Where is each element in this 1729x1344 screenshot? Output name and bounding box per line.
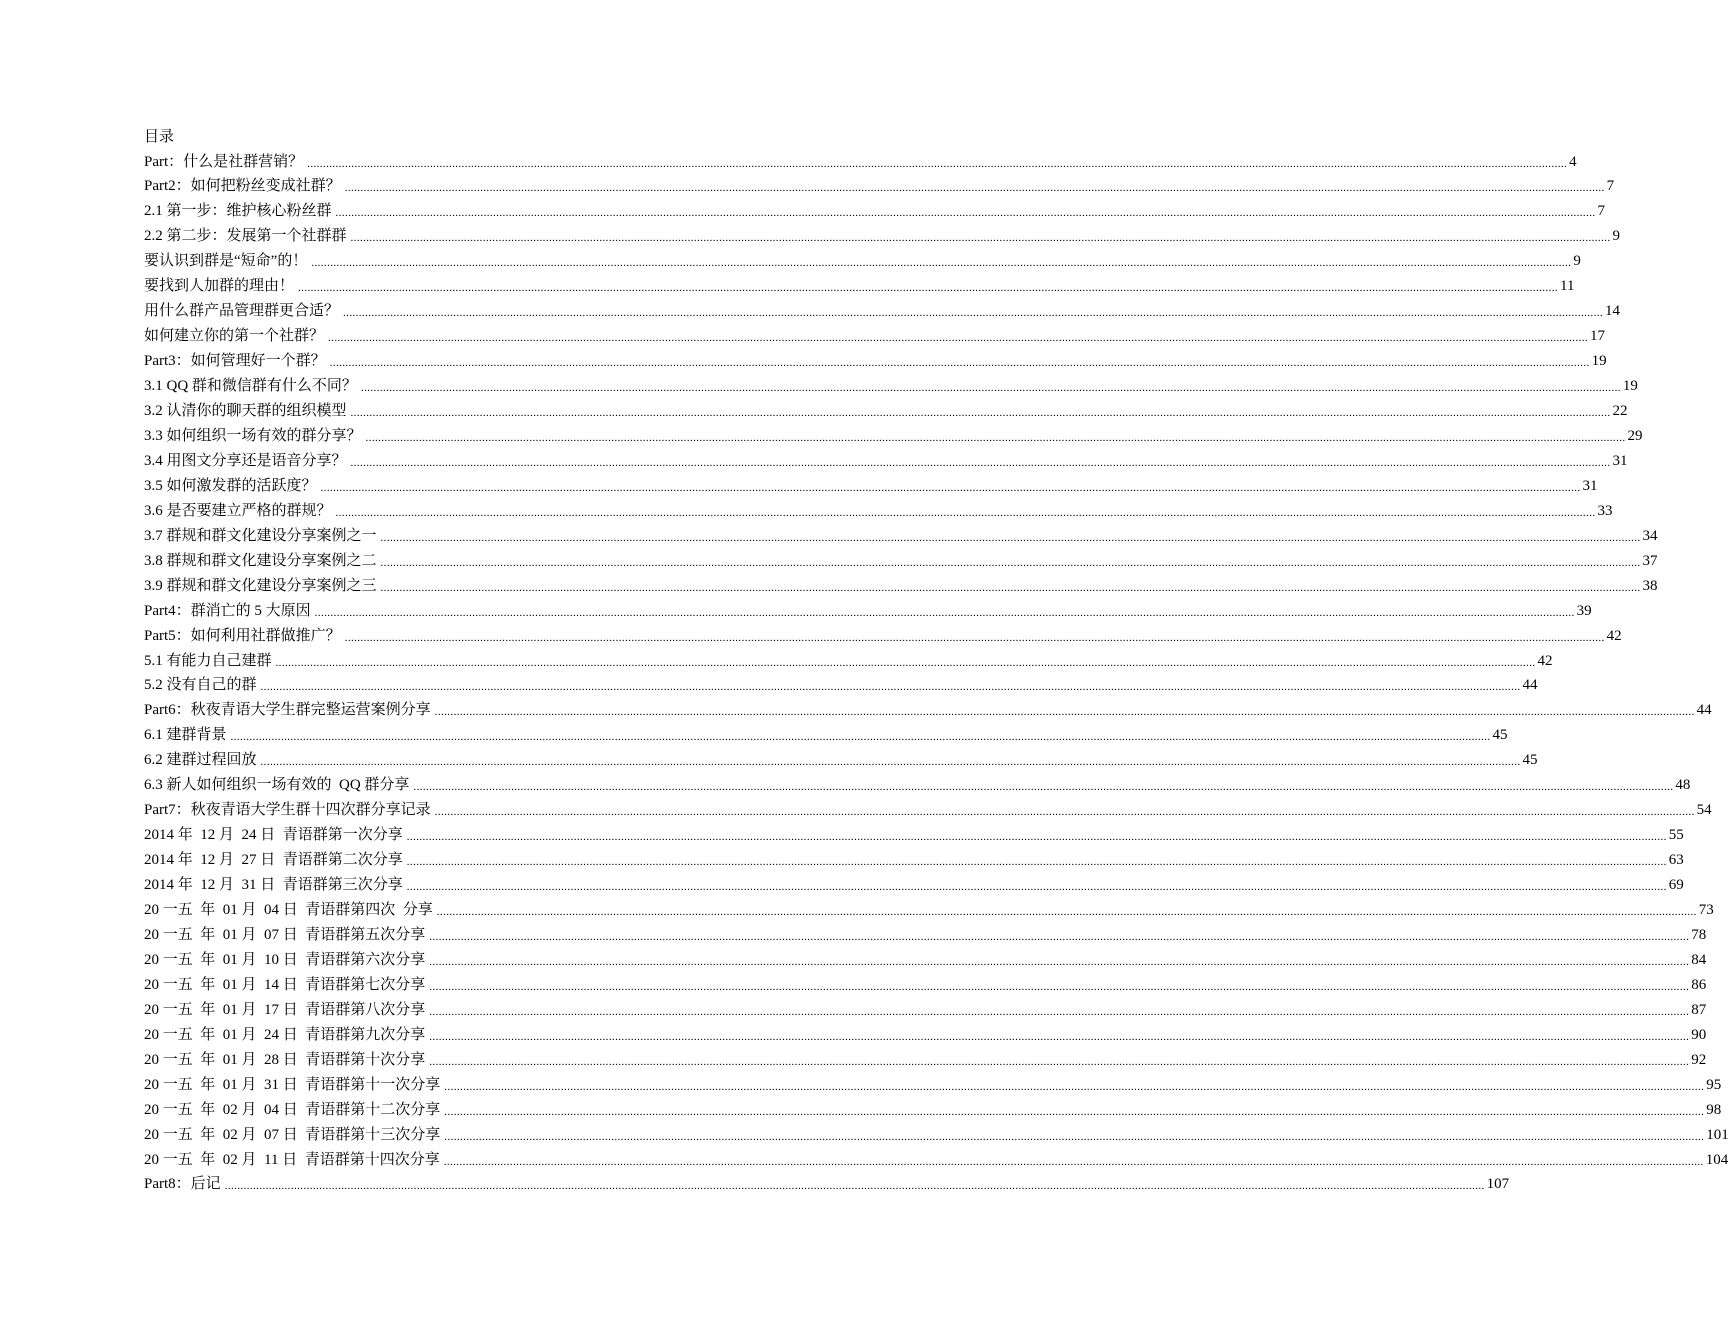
toc-entry-page-number: 9 [1573, 253, 1581, 270]
toc-entry-label: 20 一五 年 02 月 07 日 青语群第十三次分享 [144, 1126, 441, 1143]
toc-entry-label: 3.7 群规和群文化建设分享案例之一 [144, 527, 377, 544]
toc-entry[interactable] [144, 1073, 1722, 1095]
toc-dot-leader: ................................................................................................................................................................................................................................................................................................................................................................................................................ [444, 1130, 1705, 1143]
toc-entry-label: 2014 年 12 月 27 日 青语群第二次分享 [144, 852, 403, 869]
toc-entry-label: Part3：如何管理好一个群？ [144, 353, 326, 370]
toc-dot-leader: ................................................................................................................................................................................................................................................................................................................................................................................................................ [329, 357, 1590, 370]
toc-dot-leader: ................................................................................................................................................................................................................................................................................................................................................................................................................ [350, 456, 1611, 469]
toc-entry-label: 5.1 有能力自己建群 [144, 652, 272, 669]
toc-entry[interactable] [144, 698, 1712, 720]
toc-entry[interactable] [144, 399, 1628, 421]
toc-dot-leader: ................................................................................................................................................................................................................................................................................................................................................................................................................ [307, 157, 1568, 170]
toc-entry-label: Part5：如何利用社群做推广？ [144, 627, 341, 644]
toc-entry-label: 20 一五 年 01 月 14 日 青语群第七次分享 [144, 976, 426, 993]
toc-entry-page-number: 42 [1537, 652, 1553, 669]
toc-entry-label: 如何建立你的第一个社群？ [144, 328, 325, 345]
toc-entry-label: Part2：如何把粉丝变成社群？ [144, 178, 341, 195]
toc-entry[interactable] [144, 474, 1598, 496]
toc-entry-label: 2014 年 12 月 24 日 青语群第一次分享 [144, 827, 403, 844]
toc-entry-page-number: 84 [1691, 951, 1707, 968]
toc-dot-leader: ................................................................................................................................................................................................................................................................................................................................................................................................................ [260, 681, 1521, 694]
toc-entry[interactable] [144, 199, 1606, 221]
toc-dot-leader: ................................................................................................................................................................................................................................................................................................................................................................................................................ [434, 806, 1695, 819]
toc-entry-label: 3.6 是否要建立严格的群规？ [144, 502, 332, 519]
toc-entry-label: 20 一五 年 01 月 28 日 青语群第十次分享 [144, 1051, 426, 1068]
toc-entry-page-number: 44 [1696, 702, 1712, 719]
toc-entry[interactable] [144, 150, 1577, 172]
toc-dot-leader: ................................................................................................................................................................................................................................................................................................................................................................................................................ [230, 731, 1491, 744]
toc-entry-page-number: 55 [1668, 827, 1684, 844]
toc-entry-page-number: 9 [1612, 228, 1621, 245]
toc-entry-label: 要认识到群是“短命”的！ [144, 253, 308, 270]
toc-entry[interactable] [144, 748, 1538, 770]
toc-entry-label: 3.4 用图文分享还是语音分享？ [144, 452, 347, 469]
toc-entry[interactable] [144, 349, 1607, 371]
toc-entry[interactable] [144, 848, 1684, 870]
toc-entry-page-number: 31 [1582, 477, 1598, 494]
toc-dot-leader: ................................................................................................................................................................................................................................................................................................................................................................................................................ [380, 531, 1641, 544]
toc-entry-label: 用什么群产品管理群更合适？ [144, 303, 340, 320]
toc-entry[interactable] [144, 923, 1707, 945]
toc-entry[interactable] [144, 224, 1621, 246]
toc-entry-page-number: 7 [1597, 203, 1606, 220]
toc-entry-label: 20 一五 年 01 月 24 日 青语群第九次分享 [144, 1026, 426, 1043]
toc-entry[interactable] [144, 324, 1606, 346]
toc-entry-page-number: 38 [1642, 577, 1658, 594]
toc-entry-page-number: 63 [1668, 852, 1684, 869]
toc-dot-leader: ................................................................................................................................................................................................................................................................................................................................................................................................................ [406, 881, 1667, 894]
toc-entry-page-number: 7 [1606, 178, 1615, 195]
toc-entry[interactable] [144, 673, 1538, 695]
toc-dot-leader: ................................................................................................................................................................................................................................................................................................................................................................................................................ [436, 906, 1697, 918]
toc-entry-label: 3.1 QQ 群和微信群有什么不同？ [144, 378, 357, 395]
toc-dot-leader: ................................................................................................................................................................................................................................................................................................................................................................................................................ [429, 1030, 1690, 1043]
toc-dot-leader: ................................................................................................................................................................................................................................................................................................................................................................................................................ [343, 307, 1604, 320]
toc-entry[interactable] [144, 873, 1684, 895]
toc-dot-leader: ................................................................................................................................................................................................................................................................................................................................................................................................................ [406, 856, 1667, 869]
toc-entry[interactable] [144, 973, 1707, 995]
toc-entry-label: 20 一五 年 01 月 17 日 青语群第八次分享 [144, 1001, 426, 1018]
toc-entry-label: 3.5 如何激发群的活跃度？ [144, 477, 317, 494]
toc-entry-label: 6.3 新人如何组织一场有效的 QQ 群分享 [144, 777, 410, 794]
toc-entry-label: 6.2 建群过程回放 [144, 752, 257, 769]
toc-dot-leader: ................................................................................................................................................................................................................................................................................................................................................................................................................ [344, 631, 1605, 644]
toc-entry-page-number: 101 [1706, 1126, 1729, 1143]
toc-entry-label: 20 一五 年 01 月 10 日 青语群第六次分享 [144, 951, 426, 968]
toc-entry-page-number: 22 [1612, 403, 1628, 419]
toc-dot-leader: ................................................................................................................................................................................................................................................................................................................................................................................................................ [328, 332, 1589, 345]
toc-entry-page-number: 11 [1560, 278, 1575, 295]
toc-entry-label: 3.3 如何组织一场有效的群分享？ [144, 427, 362, 444]
toc-entry-page-number: 98 [1706, 1101, 1722, 1118]
toc-entry-page-number: 78 [1691, 926, 1707, 943]
toc-entry-page-number: 86 [1691, 976, 1707, 993]
toc-dot-leader: ................................................................................................................................................................................................................................................................................................................................................................................................................ [335, 207, 1596, 220]
toc-entry[interactable] [144, 524, 1658, 546]
toc-entry-page-number: 45 [1522, 752, 1538, 769]
toc-entry-page-number: 92 [1691, 1051, 1707, 1068]
toc-entry-page-number: 31 [1612, 452, 1628, 469]
toc-entry-page-number: 54 [1696, 802, 1712, 819]
toc-entry-page-number: 107 [1486, 1176, 1510, 1193]
toc-entry-label: Part8：后记 [144, 1176, 221, 1193]
toc-entry-label: 20 一五 年 01 月 04 日 青语群第四次 分享 [144, 902, 433, 918]
toc-entry-label: 3.9 群规和群文化建设分享案例之三 [144, 577, 377, 594]
toc-entry-label: 20 一五 年 02 月 11 日 青语群第十四次分享 [144, 1151, 440, 1168]
toc-dot-leader: ................................................................................................................................................................................................................................................................................................................................................................................................................ [311, 257, 1572, 270]
toc-entry-page-number: 17 [1590, 328, 1606, 345]
toc-entry[interactable] [144, 374, 1638, 396]
toc-dot-leader: ................................................................................................................................................................................................................................................................................................................................................................................................................ [406, 831, 1667, 844]
toc-entry[interactable] [144, 274, 1575, 296]
toc-dot-leader: ................................................................................................................................................................................................................................................................................................................................................................................................................ [380, 556, 1641, 569]
toc-dot-leader: ................................................................................................................................................................................................................................................................................................................................................................................................................ [429, 955, 1690, 968]
toc-dot-leader: ................................................................................................................................................................................................................................................................................................................................................................................................................ [429, 1055, 1690, 1068]
toc-entry-page-number: 39 [1576, 602, 1592, 619]
toc-entry-page-number: 48 [1675, 777, 1691, 794]
toc-entry-page-number: 19 [1622, 378, 1638, 395]
toc-entry[interactable] [144, 1123, 1729, 1145]
toc-entry[interactable] [144, 823, 1684, 845]
toc-entry-label: Part：什么是社群营销？ [144, 153, 304, 170]
toc-entry-page-number: 73 [1698, 902, 1714, 918]
toc-entry-label: 20 一五 年 01 月 07 日 青语群第五次分享 [144, 926, 426, 943]
toc-entry-page-number: 4 [1569, 153, 1577, 170]
toc-dot-leader: ................................................................................................................................................................................................................................................................................................................................................................................................................ [350, 232, 1611, 245]
toc-entry-label: 2.2 第二步：发展第一个社群群 [144, 228, 347, 245]
toc-entry[interactable] [144, 1172, 1510, 1194]
toc-dot-leader: ................................................................................................................................................................................................................................................................................................................................................................................................................ [429, 980, 1690, 993]
toc-entry-label: Part4：群消亡的 5 大原因 [144, 602, 311, 619]
toc-dot-leader: ................................................................................................................................................................................................................................................................................................................................................................................................................ [380, 581, 1641, 594]
toc-entry[interactable] [144, 299, 1621, 321]
toc-entry[interactable] [144, 174, 1615, 196]
toc-dot-leader: ................................................................................................................................................................................................................................................................................................................................................................................................................ [444, 1105, 1705, 1118]
toc-dot-leader: ................................................................................................................................................................................................................................................................................................................................................................................................................ [224, 1180, 1485, 1193]
toc-entry-page-number: 14 [1605, 303, 1621, 320]
toc-entry-label: 5.2 没有自己的群 [144, 677, 257, 694]
toc-entry[interactable] [144, 1048, 1707, 1070]
toc-dot-leader: ................................................................................................................................................................................................................................................................................................................................................................................................................ [275, 656, 1536, 669]
toc-dot-leader: ................................................................................................................................................................................................................................................................................................................................................................................................................ [344, 182, 1605, 195]
toc-entry-page-number: 37 [1642, 552, 1658, 569]
toc-entry[interactable] [144, 649, 1553, 671]
toc-entry-label: 3.8 群规和群文化建设分享案例之二 [144, 552, 377, 569]
toc-dot-leader: ................................................................................................................................................................................................................................................................................................................................................................................................................ [350, 407, 1611, 419]
toc-entry[interactable] [144, 424, 1643, 446]
toc-entry-page-number: 87 [1691, 1001, 1707, 1018]
toc-dot-leader: ................................................................................................................................................................................................................................................................................................................................................................................................................ [320, 481, 1581, 494]
toc-entry-page-number: 90 [1691, 1026, 1707, 1043]
toc-entry[interactable] [144, 998, 1707, 1020]
toc-entry[interactable] [144, 1023, 1707, 1045]
toc-entry-page-number: 29 [1627, 427, 1643, 444]
toc-dot-leader: ................................................................................................................................................................................................................................................................................................................................................................................................................ [443, 1155, 1704, 1168]
toc-entry[interactable] [144, 624, 1622, 646]
toc-entry-label: 3.2 认清你的聊天群的组织模型 [144, 403, 347, 419]
toc-entry-page-number: 45 [1492, 727, 1508, 744]
toc-entry[interactable] [144, 449, 1628, 471]
toc-entry-page-number: 19 [1591, 353, 1607, 370]
toc-dot-leader: ................................................................................................................................................................................................................................................................................................................................................................................................................ [335, 506, 1596, 519]
toc-entry[interactable] [144, 773, 1691, 795]
toc-entry-page-number: 34 [1642, 527, 1658, 544]
toc-entry[interactable] [144, 1148, 1729, 1170]
toc-entry-label: 2.1 第一步：维护核心粉丝群 [144, 203, 332, 220]
toc-entry[interactable] [144, 723, 1508, 745]
toc-entry[interactable] [144, 898, 1714, 920]
toc-entry[interactable] [144, 599, 1592, 621]
toc-dot-leader: ................................................................................................................................................................................................................................................................................................................................................................................................................ [413, 781, 1674, 794]
toc-dot-leader: ................................................................................................................................................................................................................................................................................................................................................................................................................ [444, 1080, 1705, 1093]
toc-entry-page-number: 95 [1706, 1076, 1722, 1093]
toc-entry-page-number: 42 [1606, 627, 1622, 644]
toc-entry-page-number: 33 [1597, 502, 1613, 519]
toc-entry-page-number: 44 [1522, 677, 1538, 694]
toc-dot-leader: ................................................................................................................................................................................................................................................................................................................................................................................................................ [429, 1005, 1690, 1018]
toc-entry-label: 2014 年 12 月 31 日 青语群第三次分享 [144, 877, 403, 894]
toc-dot-leader: ................................................................................................................................................................................................................................................................................................................................................................................................................ [434, 706, 1695, 719]
toc-entry[interactable] [144, 499, 1613, 521]
toc-dot-leader: ................................................................................................................................................................................................................................................................................................................................................................................................................ [314, 606, 1575, 619]
toc-title: 目录 [144, 129, 175, 145]
toc-entry-label: 20 一五 年 02 月 04 日 青语群第十二次分享 [144, 1101, 441, 1118]
toc-entry-label: Part6：秋夜青语大学生群完整运营案例分享 [144, 702, 431, 719]
toc-entry[interactable] [144, 948, 1707, 970]
toc-dot-leader: ................................................................................................................................................................................................................................................................................................................................................................................................................ [365, 431, 1626, 444]
toc-entry-label: 要找到人加群的理由！ [144, 278, 295, 295]
toc-entry[interactable] [144, 574, 1658, 596]
toc-dot-leader: ................................................................................................................................................................................................................................................................................................................................................................................................................ [298, 282, 1559, 295]
toc-entry[interactable] [144, 249, 1581, 271]
toc-entry[interactable] [144, 549, 1658, 571]
toc-entry[interactable] [144, 798, 1712, 820]
toc-entry[interactable] [144, 1098, 1722, 1120]
toc-entry-label: Part7：秋夜青语大学生群十四次群分享记录 [144, 802, 431, 819]
toc-entry-label: 20 一五 年 01 月 31 日 青语群第十一次分享 [144, 1076, 441, 1093]
toc-dot-leader: ................................................................................................................................................................................................................................................................................................................................................................................................................ [260, 756, 1521, 769]
toc-dot-leader: ................................................................................................................................................................................................................................................................................................................................................................................................................ [360, 382, 1621, 395]
toc-entry-page-number: 69 [1668, 877, 1684, 894]
toc-entry-label: 6.1 建群背景 [144, 727, 227, 744]
toc-entry-page-number: 104 [1705, 1151, 1729, 1168]
toc-dot-leader: ................................................................................................................................................................................................................................................................................................................................................................................................................ [429, 930, 1690, 943]
